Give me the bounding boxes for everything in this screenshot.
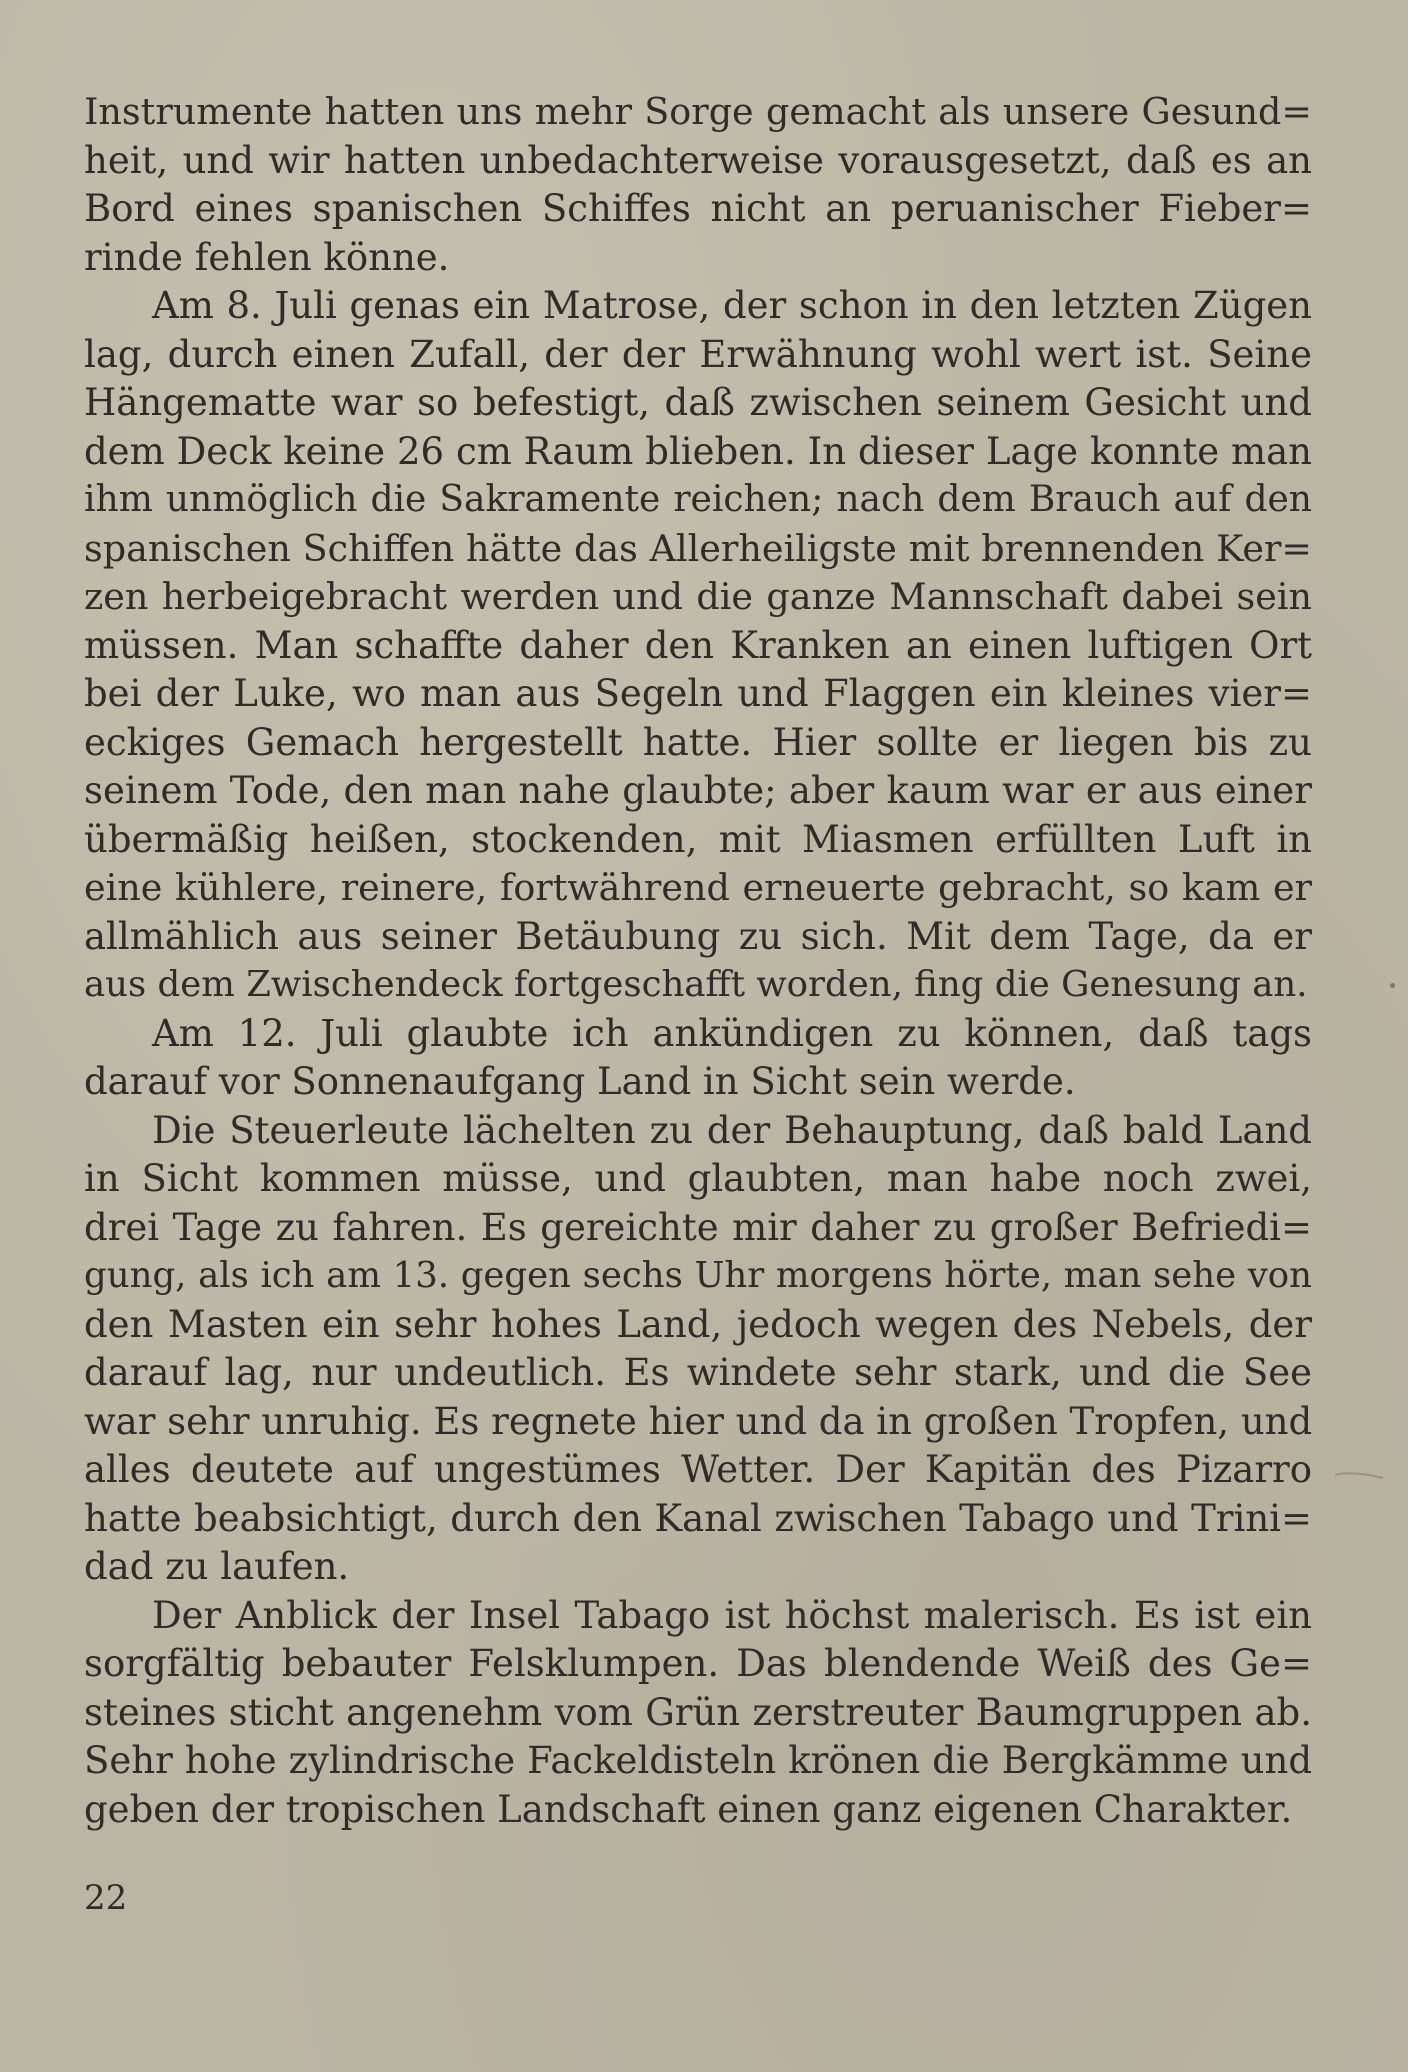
text-line: Sehr hohe zylindrische Fackeldisteln krönen die Bergkämme und — [84, 1739, 1312, 1782]
text-line: Der Anblick der Insel Tabago ist höchst malerisch. Es ist ein — [152, 1593, 1312, 1637]
text-line: ihm unmöglich die Sakramente reichen; nach dem Brauch auf den — [84, 479, 1312, 520]
text-line: Bord eines spanischen Schiffes nicht an peruanischer Fieber= — [84, 187, 1312, 230]
text-line: drei Tage zu fahren. Es gereichte mir daher zu großer Befriedi= — [84, 1205, 1312, 1249]
text-line: bei der Luke, wo man aus Segeln und Flaggen ein kleines vier= — [84, 672, 1312, 715]
text-line: aus dem Zwischendeck fortgeschafft worden, fing die Genesung an. — [84, 964, 1308, 1005]
text-line: steines sticht angenehm vom Grün zerstreuter Baumgruppen ab. — [84, 1690, 1312, 1734]
text-line: darauf lag, nur undeutlich. Es windete sehr stark, und die See — [84, 1351, 1312, 1394]
text-line: seinem Tode, den man nahe glaubte; aber kaum war er aus einer — [84, 769, 1312, 812]
text-line: darauf vor Sonnenaufgang Land in Sicht sein werde. — [84, 1060, 1076, 1103]
text-line: gung, als ich am 13. gegen sechs Uhr morgens hörte, man sehe von — [84, 1255, 1312, 1296]
margin-pencil-mark — [1333, 1470, 1385, 1480]
paper-speck — [1390, 983, 1395, 988]
text-line: geben der tropischen Landschaft einen ganz eigenen Charakter. — [84, 1787, 1293, 1831]
text-line: übermäßig heißen, stockenden, mit Miasmen erfüllten Luft in — [84, 817, 1312, 861]
page-number: 22 — [84, 1878, 128, 1918]
text-line: heit, und wir hatten unbedachterweise vorausgesetzt, daß es an — [84, 138, 1312, 182]
text-line: Am 12. Juli glaubte ich ankündigen zu können, daß tags — [152, 1011, 1312, 1055]
text-line: rinde fehlen könne. — [84, 235, 450, 279]
text-line: Hängematte war so befestigt, daß zwischen seinem Gesicht und — [84, 381, 1312, 424]
text-line: zen herbeigebracht werden und die ganze Mannschaft dabei sein — [84, 575, 1312, 618]
text-line: hatte beabsichtigt, durch den Kanal zwischen Tabago und Trini= — [84, 1496, 1312, 1540]
body-text — [84, 88, 1312, 1834]
text-line: eine kühlere, reinere, fortwährend erneuerte gebracht, so kam er — [84, 866, 1312, 909]
text-line: dem Deck keine 26 cm Raum blieben. In dieser Lage konnte man — [84, 429, 1312, 473]
text-line: sorgfältig bebauter Felsklumpen. Das blendende Weiß des Ge= — [84, 1642, 1312, 1685]
text-line: war sehr unruhig. Es regnete hier und da in großen Tropfen, und — [84, 1399, 1313, 1443]
text-line: eckiges Gemach hergestellt hatte. Hier sollte er liegen bis zu — [84, 720, 1312, 764]
text-line: den Masten ein sehr hohes Land, jedoch wegen des Nebels, der — [84, 1302, 1312, 1346]
text-line: Am 8. Juli genas ein Matrose, der schon in den letzten Zügen — [152, 284, 1312, 327]
text-line: Die Steuerleute lächelten zu der Behauptung, daß bald Land — [152, 1108, 1312, 1152]
text-line: lag, durch einen Zufall, der der Erwähnung wohl wert ist. Seine — [84, 332, 1312, 376]
text-line: Instrumente hatten uns mehr Sorge gemacht als unsere Gesund= — [84, 90, 1312, 133]
text-line: spanischen Schiffen hätte das Allerheiligste mit brennenden Ker= — [84, 526, 1312, 570]
text-line: alles deutete auf ungestümes Wetter. Der Kapitän des Pizarro — [84, 1448, 1312, 1491]
text-line: in Sicht kommen müsse, und glaubten, man habe noch zwei, — [84, 1157, 1312, 1200]
text-line: allmählich aus seiner Betäubung zu sich. Mit dem Tage, da er — [84, 914, 1312, 958]
text-line: dad zu laufen. — [84, 1545, 350, 1588]
text-line: müssen. Man schaffte daher den Kranken an einen luftigen Ort — [84, 623, 1312, 667]
